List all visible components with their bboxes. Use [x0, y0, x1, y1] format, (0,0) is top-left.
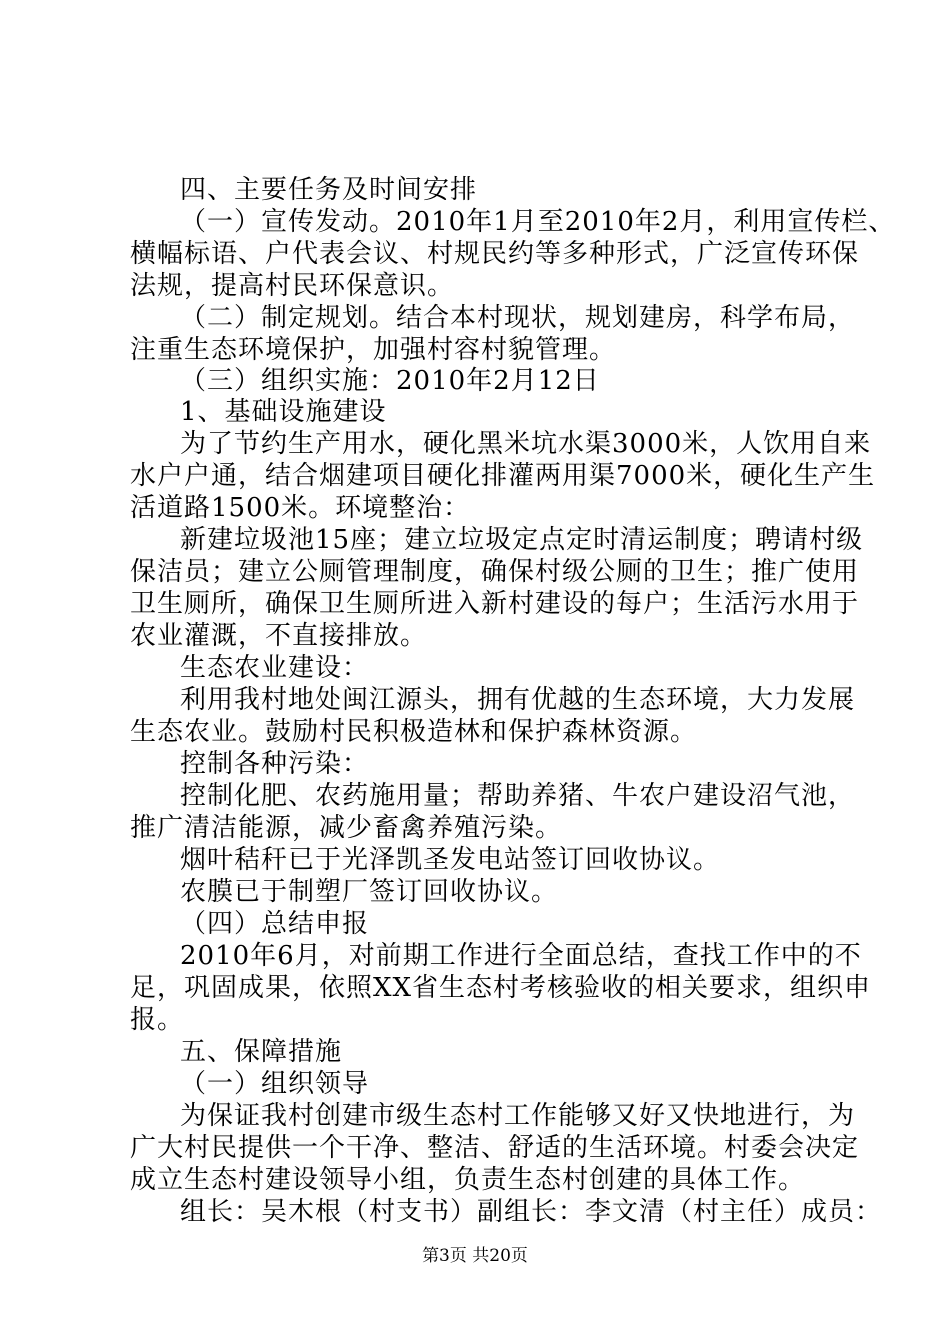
paragraph-line: 推广清洁能源，减少畜禽养殖污染。	[130, 813, 563, 843]
subsection-heading: （一）组织领导	[180, 1069, 370, 1099]
paragraph-line: 水户户通，结合烟建项目硬化排灌两用渠7000米，硬化生产生	[130, 461, 876, 491]
paragraph-line: 法规，提高村民环保意识。	[130, 271, 455, 301]
page-number-footer: 第3页 共20页	[422, 1246, 528, 1266]
section-heading: 四、主要任务及时间安排	[180, 175, 478, 205]
paragraph-line: 卫生厕所，确保卫生厕所进入新村建设的每户；生活污水用于	[130, 589, 860, 619]
subsection-heading: 1、基础设施建设	[180, 397, 387, 427]
paragraph-line: 注重生态环境保护，加强村容村貌管理。	[130, 335, 617, 365]
paragraph-line: 成立生态村建设领导小组，负责生态村创建的具体工作。	[130, 1165, 806, 1195]
paragraph-line: 报。	[130, 1005, 185, 1035]
paragraph-line: 2010年6月，对前期工作进行全面总结，查找工作中的不	[180, 941, 862, 971]
paragraph-line: 烟叶秸秆已于光泽凯圣发电站签订回收协议。	[180, 845, 721, 875]
subsection-heading: 控制各种污染：	[180, 749, 370, 779]
paragraph-line: （二）制定规划。结合本村现状，规划建房，科学布局，	[180, 303, 856, 333]
paragraph-line: 生态农业。鼓励村民积极造林和保护森林资源。	[130, 717, 698, 747]
paragraph-line: 为保证我村创建市级生态村工作能够又好又快地进行，为	[180, 1101, 856, 1131]
paragraph-line: 为了节约生产用水，硬化黑米坑水渠3000米，人饮用自来	[180, 429, 872, 459]
paragraph-line: 足，巩固成果，依照XX省生态村考核验收的相关要求，组织申	[130, 973, 872, 1003]
paragraph-line: 组长：吴木根（村支书）副组长：李文清（村主任）成员：	[180, 1197, 883, 1227]
paragraph-line: 控制化肥、农药施用量；帮助养猪、牛农户建设沼气池，	[180, 781, 856, 811]
paragraph-line: 活道路1500米。环境整治：	[130, 493, 471, 523]
paragraph-line: 广大村民提供一个干净、整洁、舒适的生活环境。村委会决定	[130, 1133, 860, 1163]
paragraph-line: 横幅标语、户代表会议、村规民约等多种形式，广泛宣传环保	[130, 239, 860, 269]
section-heading: 五、保障措施	[180, 1037, 343, 1067]
paragraph-line: 农膜已于制塑厂签订回收协议。	[180, 877, 559, 907]
paragraph-line: （三）组织实施：2010年2月12日	[180, 366, 600, 396]
paragraph-line: （四）总结申报	[180, 909, 370, 939]
paragraph-line: 利用我村地处闽江源头，拥有优越的生态环境，大力发展	[180, 685, 856, 715]
subsection-heading: 生态农业建设：	[180, 653, 370, 683]
paragraph-line: 农业灌溉，不直接排放。	[130, 621, 428, 651]
paragraph-line: 保洁员；建立公厕管理制度，确保村级公厕的卫生；推广使用	[130, 557, 860, 587]
paragraph-line: 新建垃圾池15座；建立垃圾定点定时清运制度；聘请村级	[180, 525, 864, 555]
paragraph-line: （一）宣传发动。2010年1月至2010年2月，利用宣传栏、	[180, 207, 896, 237]
